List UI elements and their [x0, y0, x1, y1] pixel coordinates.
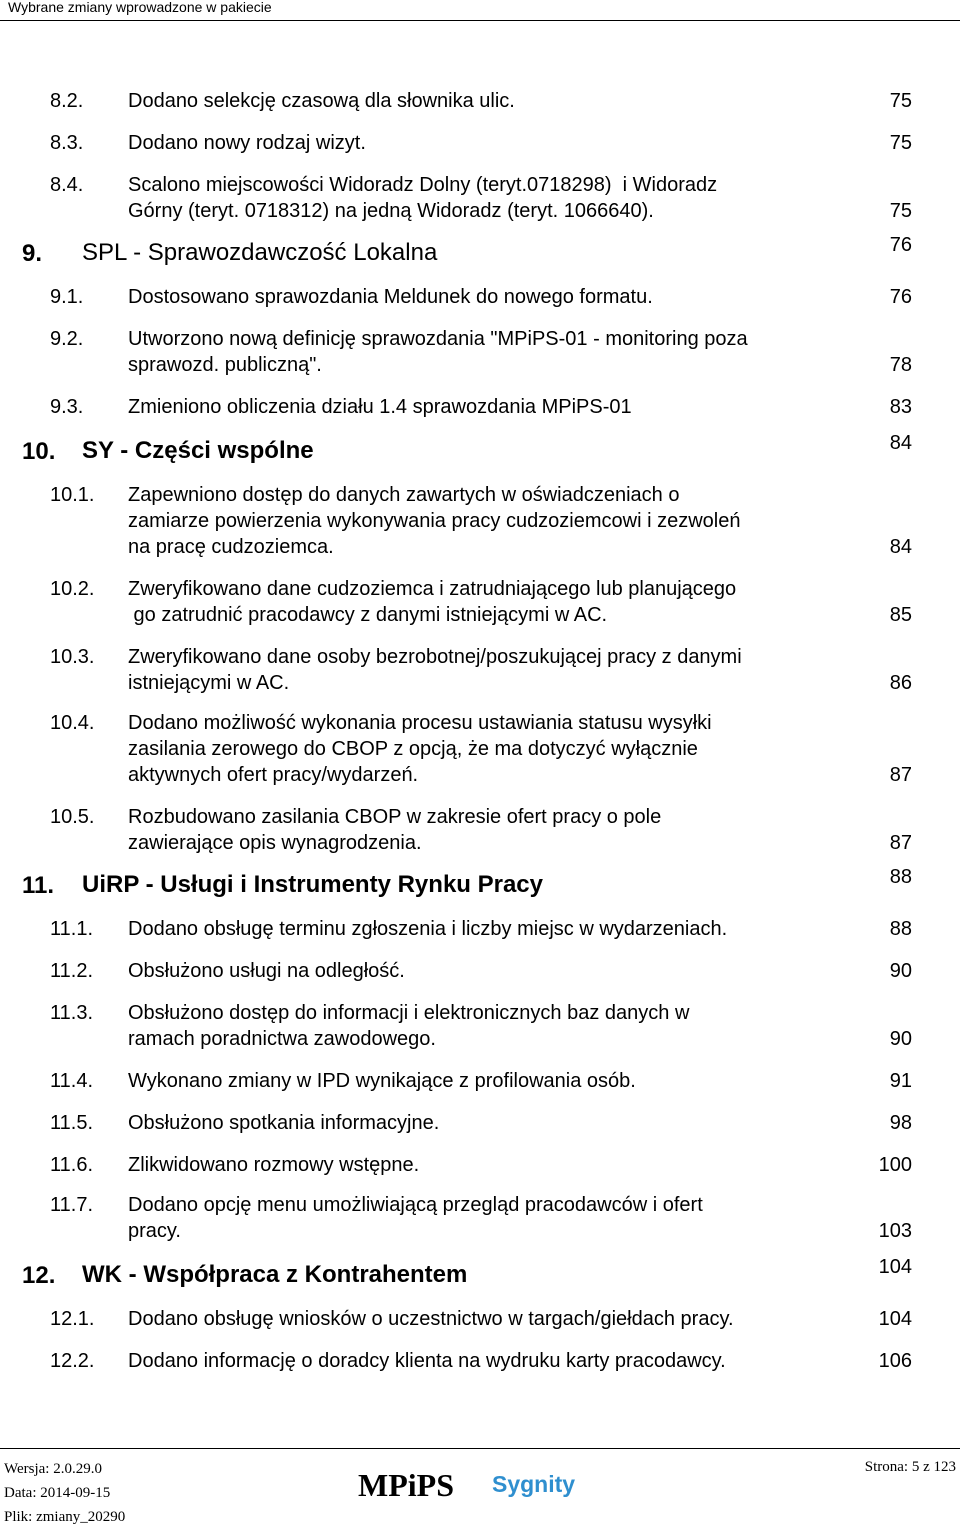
toc-number: 9.2. [50, 328, 84, 350]
toc-page-number: 104 [878, 1256, 912, 1278]
toc-title-line: Zapewniono dostęp do danych zawartych w oświadczeniach o [128, 484, 680, 506]
toc-title-line: Obsłużono spotkania informacyjne. [128, 1112, 440, 1134]
toc-title-line: Dostosowano sprawozdania Meldunek do nowego formatu. [128, 286, 653, 308]
footer-date: Data: 2014-09-15 [4, 1485, 111, 1501]
toc-title-line: SY - Części wspólne [82, 437, 314, 464]
toc-title [82, 1262, 782, 1288]
toc-title [128, 1152, 858, 1178]
toc-title-line: Zmieniono obliczenia działu 1.4 sprawozdania MPiPS-01 [128, 396, 632, 418]
toc-title-line: Scalono miejscowości Widoradz Dolny (teryt.0718298) i Widoradz [128, 174, 718, 196]
toc-title [128, 88, 858, 114]
toc-title-line: Obsłużono dostęp do informacji i elektronicznych baz danych w [128, 1002, 690, 1024]
toc-page-number: 84 [889, 536, 912, 558]
toc-title-line: Górny (teryt. 0718312) na jedną Widoradz (teryt. 1066640). [128, 200, 654, 222]
toc-title [128, 130, 858, 156]
toc-title [82, 438, 782, 464]
toc-page-number: 75 [889, 132, 912, 154]
toc-number: 11.5. [50, 1112, 93, 1134]
toc-number: 10.3. [50, 646, 95, 668]
toc-title-line: Dodano opcję menu umożliwiającą przegląd pracodawców i ofert [128, 1194, 703, 1216]
footer-file: Plik: zmiany_20290 [4, 1509, 126, 1525]
toc-number: 12. [22, 1262, 56, 1289]
toc-number: 11. [22, 872, 55, 899]
toc-title-line: SPL - Sprawozdawczość Lokalna [82, 239, 438, 266]
toc-page-number: 87 [889, 764, 912, 786]
toc-number: 12.2. [50, 1350, 95, 1372]
toc-page-number: 106 [878, 1350, 912, 1372]
toc-page-number: 88 [889, 866, 912, 888]
toc-page-number: 88 [889, 918, 912, 940]
toc-title-line: Rozbudowano zasilania CBOP w zakresie ofert pracy o pole [128, 806, 662, 828]
toc-title-line: na pracę cudzoziemca. [128, 536, 334, 558]
toc-page-number: 76 [889, 234, 912, 256]
toc-page-number: 75 [889, 200, 912, 222]
toc-title-line: sprawozd. publiczną". [128, 354, 322, 376]
toc-title-line: Dodano selekcję czasową dla słownika ulic. [128, 90, 515, 112]
toc-page-number: 78 [889, 354, 912, 376]
toc-title [128, 326, 858, 378]
toc-number: 11.2. [50, 960, 93, 982]
toc-page-number: 90 [889, 960, 912, 982]
toc-title-line: istniejącymi w AC. [128, 672, 290, 694]
toc-number: 8.2. [50, 90, 84, 112]
toc-title-line: go zatrudnić pracodawcy z danymi istniejącymi w AC. [128, 604, 608, 626]
toc-title [128, 1192, 858, 1244]
mpips-logo: MPiPS [358, 1467, 454, 1503]
toc-page-number: 85 [889, 604, 912, 626]
toc-title [128, 1348, 858, 1374]
toc-number: 11.4. [50, 1070, 93, 1092]
toc-title [128, 284, 858, 310]
toc-page-number: 100 [878, 1154, 912, 1176]
toc-title [128, 1306, 858, 1332]
toc-title [128, 916, 858, 942]
toc-title-line: ramach poradnictwa zawodowego. [128, 1028, 436, 1050]
toc-page-number: 75 [889, 90, 912, 112]
toc-title [128, 710, 858, 788]
toc-title-line: Dodano obsługę terminu zgłoszenia i liczby miejsc w wydarzeniach. [128, 918, 728, 940]
toc-number: 9.1. [50, 286, 84, 308]
toc-title-line: zamiarze powierzenia wykonywania pracy cudzoziemcowi i zezwoleń [128, 510, 741, 532]
header-title: Wybrane zmiany wprowadzone w pakiecie [8, 0, 272, 15]
toc-page-number: 104 [878, 1308, 912, 1330]
toc-title [82, 872, 782, 898]
sygnity-logo: Sygnity [492, 1471, 576, 1497]
toc-number: 9. [22, 240, 43, 267]
toc-title-line: Zweryfikowano dane osoby bezrobotnej/poszukującej pracy z danymi [128, 646, 742, 668]
toc-number: 12.1. [50, 1308, 95, 1330]
toc-page-number: 91 [889, 1070, 912, 1092]
toc-number: 11.3. [50, 1002, 93, 1024]
toc-title [128, 1000, 858, 1052]
toc-title [128, 958, 858, 984]
toc-number: 11.6. [50, 1154, 93, 1176]
toc-page-number: 90 [889, 1028, 912, 1050]
toc-page-number: 87 [889, 832, 912, 854]
toc-title [128, 804, 858, 856]
toc-number: 11.7. [50, 1194, 93, 1216]
toc-title-line: zawierające opis wynagrodzenia. [128, 832, 422, 854]
toc-title [128, 482, 858, 560]
toc-number: 10.1. [50, 484, 95, 506]
toc-title-line: zasilania zerowego do CBOP z opcją, że ma dotyczyć wyłącznie [128, 738, 698, 760]
toc-title-line: Utworzono nową definicję sprawozdania "MPiPS-01 - monitoring poza [128, 328, 748, 350]
toc-title-line: Zweryfikowano dane cudzoziemca i zatrudniającego lub planującego [128, 578, 737, 600]
toc-title-line: Dodano możliwość wykonania procesu ustawiania statusu wysyłki [128, 712, 712, 734]
toc-page-number: 76 [889, 286, 912, 308]
toc-title-line: Dodano obsługę wniosków o uczestnictwo w targach/giełdach pracy. [128, 1308, 734, 1330]
toc-number: 10.4. [50, 712, 95, 734]
toc-title-line: UiRP - Usługi i Instrumenty Rynku Pracy [82, 871, 544, 898]
toc-title-line: aktywnych ofert pracy/wydarzeń. [128, 764, 419, 786]
toc-title-line: pracy. [128, 1220, 181, 1242]
toc-page-number: 84 [889, 432, 912, 454]
toc-title [128, 394, 858, 420]
toc-page-number: 86 [889, 672, 912, 694]
toc-title-line: WK - Współpraca z Kontrahentem [82, 1261, 468, 1288]
toc-number: 10. [22, 438, 56, 465]
toc-title-line: Zlikwidowano rozmowy wstępne. [128, 1154, 420, 1176]
toc-title-line: Obsłużono usługi na odległość. [128, 960, 405, 982]
toc-title [128, 576, 858, 628]
toc-title [128, 172, 858, 224]
toc-title [128, 1068, 858, 1094]
toc-number: 11.1. [50, 918, 93, 940]
toc-page-number: 83 [889, 396, 912, 418]
toc-title-line: Dodano informację o doradcy klienta na wydruku karty pracodawcy. [128, 1350, 726, 1372]
toc-page-number: 98 [889, 1112, 912, 1134]
toc-title [128, 1110, 858, 1136]
page-footer [0, 1448, 960, 1531]
toc-title [128, 644, 858, 696]
toc-number: 10.5. [50, 806, 95, 828]
toc-title-line: Dodano nowy rodzaj wizyt. [128, 132, 366, 154]
toc-number: 10.2. [50, 578, 95, 600]
toc-number: 8.4. [50, 174, 84, 196]
toc-title-line: Wykonano zmiany w IPD wynikające z profilowania osób. [128, 1070, 636, 1092]
toc-title [82, 240, 782, 266]
toc-number: 9.3. [50, 396, 84, 418]
footer-version: Wersja: 2.0.29.0 [4, 1461, 102, 1477]
toc-page-number: 103 [878, 1220, 912, 1242]
toc-number: 8.3. [50, 132, 84, 154]
footer-page-number: Strona: 5 z 123 [864, 1459, 956, 1475]
